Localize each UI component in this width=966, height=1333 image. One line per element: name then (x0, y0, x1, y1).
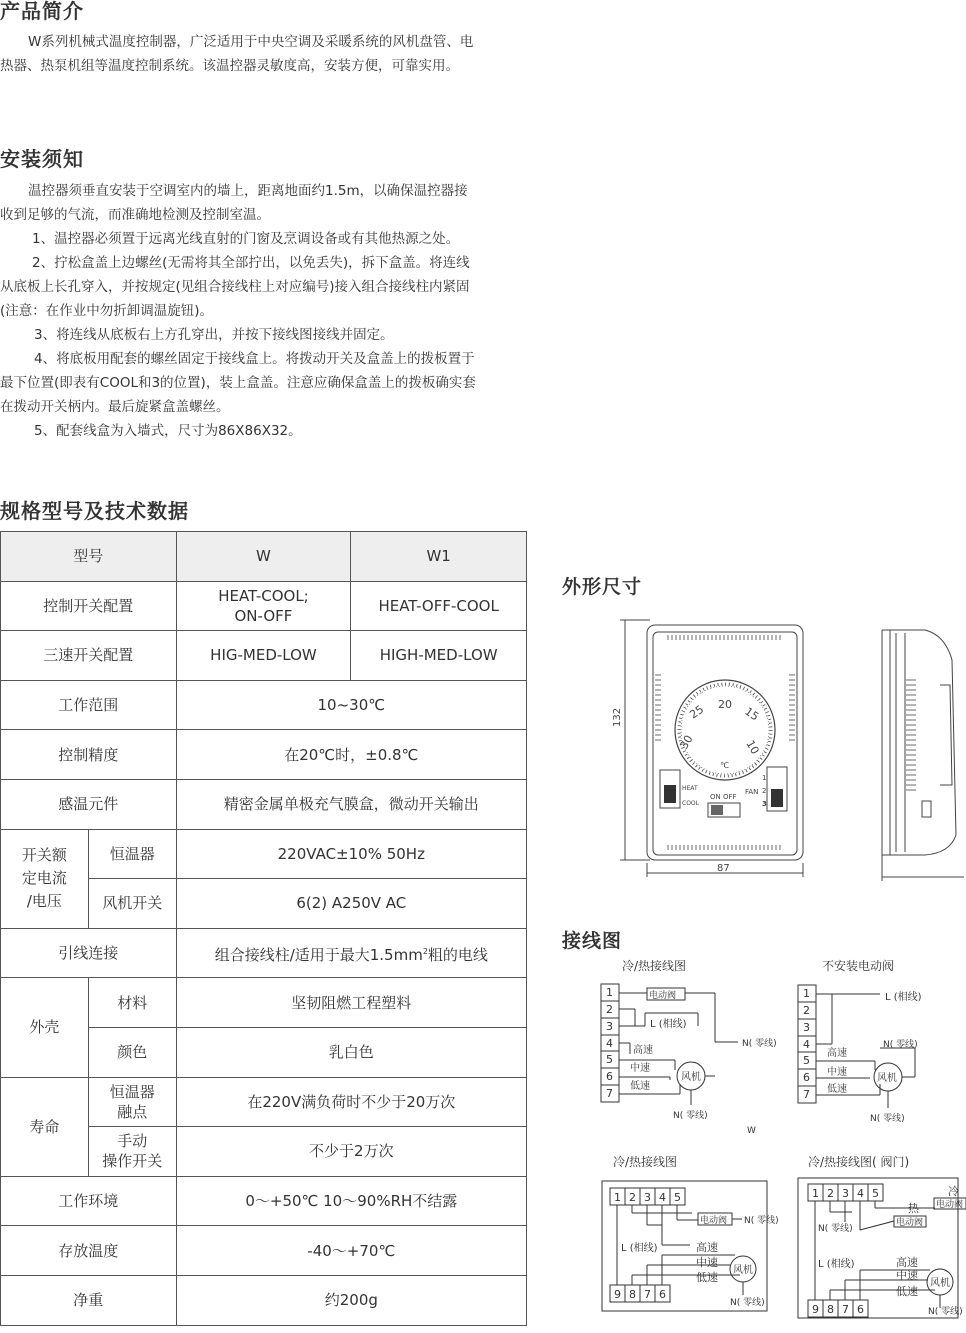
d1-terminal: 1 (606, 986, 613, 999)
heat-cool-switch-handle (664, 785, 676, 803)
switch-cfg-w-line1: HEAT-COOL; (218, 586, 309, 605)
d2-terminal: 2 (803, 1004, 810, 1017)
table-row (1, 829, 527, 879)
dial-label: 30 (677, 732, 696, 752)
shell-material-value: 坚韧阻燃工程塑料 (176, 978, 526, 1028)
d4-valve-cold: 电动阀 (936, 1200, 964, 1210)
install-text (0, 179, 528, 443)
d2-low: 低速 (827, 1084, 847, 1095)
table-row (1, 581, 527, 631)
d2-live: L (相线) (885, 992, 922, 1003)
d4-neutral-inner: N( 零线) (818, 1224, 853, 1234)
d1-high: 高速 (633, 1045, 653, 1056)
rated-label (1, 829, 89, 928)
speed-cfg-label: 三速开关配置 (1, 631, 177, 681)
d1-terminal: 4 (606, 1037, 613, 1050)
d1-neutral-right: N( 零线) (742, 1039, 777, 1049)
fan-switch-handle (771, 789, 783, 807)
d3-top-terminal: 2 (629, 1191, 636, 1204)
spec-table (0, 531, 527, 1326)
precision-label: 控制精度 (1, 730, 177, 780)
d3-live: L (相线) (621, 1243, 658, 1254)
install-line: 4、将底板用配套的螺丝固定于接线盒上。将拨动开关及盒盖上的拨板置于 (34, 351, 475, 367)
install-line: 温控器须垂直安装于空调室内的墙上，距离地面约1.5m，以确保温控器接 (28, 183, 468, 199)
front-view-drawing (600, 615, 966, 885)
table-row (1, 779, 527, 829)
install-line: 2、拧松盒盖上边螺丝(无需将其全部拧出，以免丢失)，拆下盒盖。将连线 (32, 255, 470, 271)
d1-neutral-bottom: N( 零线) (673, 1111, 708, 1121)
wiring-label: 引线连接 (1, 928, 177, 978)
d3-bottom-terminal: 7 (644, 1288, 651, 1301)
d3-high: 高速 (696, 1241, 718, 1254)
d4-top-terminal: 1 (812, 1187, 819, 1200)
d1-fan: 风机 (681, 1072, 701, 1083)
specs-title: 规格型号及技术数据 (0, 499, 189, 523)
range-value: 10~30℃ (176, 680, 526, 730)
dial-label: 20 (718, 698, 732, 711)
intro-text (0, 30, 528, 78)
wiring-title: 接线图 (562, 930, 623, 952)
dial-label: 15 (742, 704, 762, 724)
sensor-value: 精密金属单极充气膜盒，微动开关输出 (176, 779, 526, 829)
d2-terminal: 6 (803, 1071, 810, 1084)
intro-title: 产品简介 (0, 0, 84, 23)
d4-neutral-bottom: N( 零线) (928, 1307, 963, 1317)
install-line: 最下位置(即表有COOL和3的位置)，装上盒盖。注意应确保盒盖上的拨板确实套 (0, 375, 476, 391)
env-label: 工作环境 (1, 1176, 177, 1226)
d3-top-terminal: 3 (644, 1191, 651, 1204)
d4-hot: 热 (908, 1202, 919, 1215)
rated-label-line: 开关额 (21, 846, 67, 865)
d3-top-terminal: 1 (614, 1191, 621, 1204)
rated-label-line: /电压 (26, 892, 62, 911)
table-row (1, 1176, 527, 1226)
height-dimension: 132 (612, 707, 623, 727)
life-manual-value: 不少于2万次 (176, 1127, 526, 1177)
fan-speed-label: 3 (762, 800, 767, 808)
table-row (1, 1226, 527, 1276)
d3-bottom-terminal: 8 (629, 1288, 636, 1301)
table-row (1, 730, 527, 780)
shell-color-value: 乳白色 (176, 1027, 526, 1077)
d3-neutral-valve: N( 零线) (744, 1216, 779, 1226)
d1-terminal: 7 (606, 1087, 613, 1100)
d4-title: 冷/热接线图( 阀门) (808, 1155, 910, 1169)
d2-terminal: 3 (803, 1021, 810, 1034)
cool-label: COOL (682, 800, 699, 807)
d1-caption: W (747, 1126, 756, 1136)
d1-mid: 中速 (630, 1063, 650, 1074)
d4-top-terminal: 2 (827, 1187, 834, 1200)
table-row (1, 928, 527, 978)
shell-color-label: 颜色 (88, 1027, 176, 1077)
model-w: W (176, 532, 351, 582)
table-row (1, 631, 527, 681)
install-line: (注意：在作业中勿折卸调温旋钮)。 (0, 303, 214, 319)
install-line: 5、配套线盒为入墙式，尺寸为86X86X32。 (34, 423, 302, 439)
model-w1: W1 (351, 532, 527, 582)
model-label: 型号 (1, 532, 177, 582)
d1-terminal: 2 (606, 1003, 613, 1016)
table-row (1, 1077, 527, 1127)
d3-bottom-terminal: 6 (659, 1288, 666, 1301)
shell-material-label: 材料 (88, 978, 176, 1028)
intro-line: 热器、热泵机组等温度控制系统。该温控器灵敏度高，安装方便，可靠实用。 (0, 58, 459, 74)
dial-label: 10 (743, 738, 762, 757)
rated-fan-value: 6(2) A250V AC (176, 879, 526, 929)
range-label: 工作范围 (1, 680, 177, 730)
rated-fan-label: 风机开关 (88, 879, 176, 929)
d1-low: 低速 (630, 1081, 650, 1092)
switch-cfg-w (176, 581, 351, 631)
shell-label: 外壳 (1, 978, 89, 1077)
d1-live: L (相线) (650, 1019, 687, 1030)
install-line: 3、将连线从底板右上方孔穿出，并按下接线图接线并固定。 (34, 327, 394, 343)
d4-cold: 冷 (948, 1185, 959, 1198)
install-line: 收到足够的气流，而准确地检测及控制室温。 (0, 207, 270, 223)
d3-fan: 风机 (733, 1265, 753, 1276)
life-manual-label-line: 操作开关 (102, 1152, 163, 1171)
d3-neutral-bottom: N( 零线) (730, 1298, 765, 1308)
d3-valve: 电动阀 (700, 1216, 728, 1226)
fan-label: FAN (745, 788, 759, 796)
d3-top-terminal: 5 (674, 1191, 681, 1204)
precision-value: 在20℃时，±0.8℃ (176, 730, 526, 780)
life-thermo-label-line: 恒温器 (109, 1082, 155, 1101)
table-row (1, 532, 527, 582)
off-label: OFF (723, 793, 737, 801)
env-value: 0～+50℃ 10～90%RH不结露 (176, 1176, 526, 1226)
d2-mid: 中速 (827, 1067, 847, 1078)
d2-neutral-bottom: N( 零线) (870, 1114, 905, 1124)
d4-fan: 风机 (930, 1278, 950, 1289)
storage-label: 存放温度 (1, 1226, 177, 1276)
weight-value: 约200g (176, 1275, 526, 1325)
d2-terminal: 5 (803, 1054, 810, 1067)
life-thermo-label (88, 1077, 176, 1127)
install-title: 安装须知 (0, 147, 84, 171)
d3-top-terminal: 4 (659, 1191, 666, 1204)
speed-cfg-w1: HIGH-MED-LOW (351, 631, 527, 681)
life-thermo-label-line: 融点 (117, 1102, 148, 1121)
d3-title: 冷/热接线图 (613, 1155, 678, 1169)
d2-terminal: 4 (803, 1038, 810, 1051)
d4-top-terminal: 4 (857, 1187, 864, 1200)
d1-terminal: 6 (606, 1070, 613, 1083)
wiring-value-b: 粗的电线 (427, 945, 488, 964)
d2-terminal: 1 (803, 987, 810, 1000)
table-row (1, 1275, 527, 1325)
width-dimension: 87 (717, 863, 730, 874)
d2-terminal: 7 (803, 1088, 810, 1101)
wiring-value (176, 928, 526, 978)
d4-low: 低速 (896, 1285, 918, 1298)
rated-thermo-label: 恒温器 (88, 829, 176, 879)
d4-valve-hot: 电动阀 (896, 1218, 924, 1228)
d3-mid: 中速 (696, 1256, 718, 1269)
wiring-diagrams (590, 950, 966, 1333)
rated-label-line: 定电流 (21, 869, 67, 888)
d1-terminal: 3 (606, 1020, 613, 1033)
d4-mid: 中速 (896, 1269, 918, 1282)
on-label: ON (710, 793, 721, 801)
d4-top-terminal: 3 (842, 1187, 849, 1200)
life-manual-label-line: 手动 (117, 1132, 148, 1151)
wiring-value-sup: 2 (422, 946, 428, 956)
table-row (1, 680, 527, 730)
install-line: 在拨动开关柄内。最后旋紧盒盖螺丝。 (0, 399, 230, 415)
life-manual-label (88, 1127, 176, 1177)
life-thermo-value: 在220V满负荷时不少于20万次 (176, 1077, 526, 1127)
d4-bottom-terminal: 8 (827, 1303, 834, 1316)
d2-fan: 风机 (877, 1073, 897, 1084)
d2-title: 不安装电动阀 (822, 959, 895, 973)
storage-value: -40～+70℃ (176, 1226, 526, 1276)
d4-top-terminal: 5 (872, 1187, 879, 1200)
speed-cfg-w: HIG-MED-LOW (176, 631, 351, 681)
dial-label: 25 (687, 702, 707, 722)
d4-high: 高速 (896, 1256, 918, 1269)
install-line: 从底板上长孔穿入，并按规定(见组合接线柱上对应编号)接入组合接线柱内紧固 (0, 279, 470, 295)
life-label: 寿命 (1, 1077, 89, 1176)
install-line: 1、温控器必须置于远离光线直射的门窗及烹调设备或有其他热源之处。 (32, 231, 460, 247)
table-row (1, 978, 527, 1028)
d4-live: L (相线) (818, 1259, 855, 1270)
d1-title: 冷/热接线图 (622, 959, 687, 973)
d4-bottom-terminal: 7 (842, 1303, 849, 1316)
intro-line: W系列机械式温度控制器，广泛适用于中央空调及采暖系统的风机盘管、电 (28, 34, 474, 50)
wiring-value-a: 组合接线柱/适用于最大1.5mm (214, 945, 423, 964)
side-view-drawing (882, 630, 964, 881)
d4-bottom-terminal: 6 (857, 1303, 864, 1316)
d3-low: 低速 (696, 1271, 718, 1284)
heat-label: HEAT (682, 785, 698, 792)
dial-unit: ℃ (720, 761, 729, 770)
d3-bottom-terminal: 9 (614, 1288, 621, 1301)
sensor-label: 感温元件 (1, 779, 177, 829)
rated-thermo-value: 220VAC±10% 50Hz (176, 829, 526, 879)
switch-cfg-w1: HEAT-OFF-COOL (351, 581, 527, 631)
d1-terminal: 5 (606, 1053, 613, 1066)
d2-neutral-right: N( 零线) (883, 1040, 918, 1050)
switch-cfg-label: 控制开关配置 (1, 581, 177, 631)
switch-cfg-w-line2: ON-OFF (234, 606, 293, 625)
fan-speed-label: 2 (762, 787, 767, 795)
weight-label: 净重 (1, 1275, 177, 1325)
d2-high: 高速 (827, 1048, 847, 1059)
on-off-switch-handle (711, 805, 723, 815)
dimensions-title: 外形尺寸 (562, 576, 643, 598)
d1-valve: 电动阀 (649, 991, 677, 1001)
d4-bottom-terminal: 9 (812, 1303, 819, 1316)
fan-speed-label: 1 (762, 774, 767, 782)
